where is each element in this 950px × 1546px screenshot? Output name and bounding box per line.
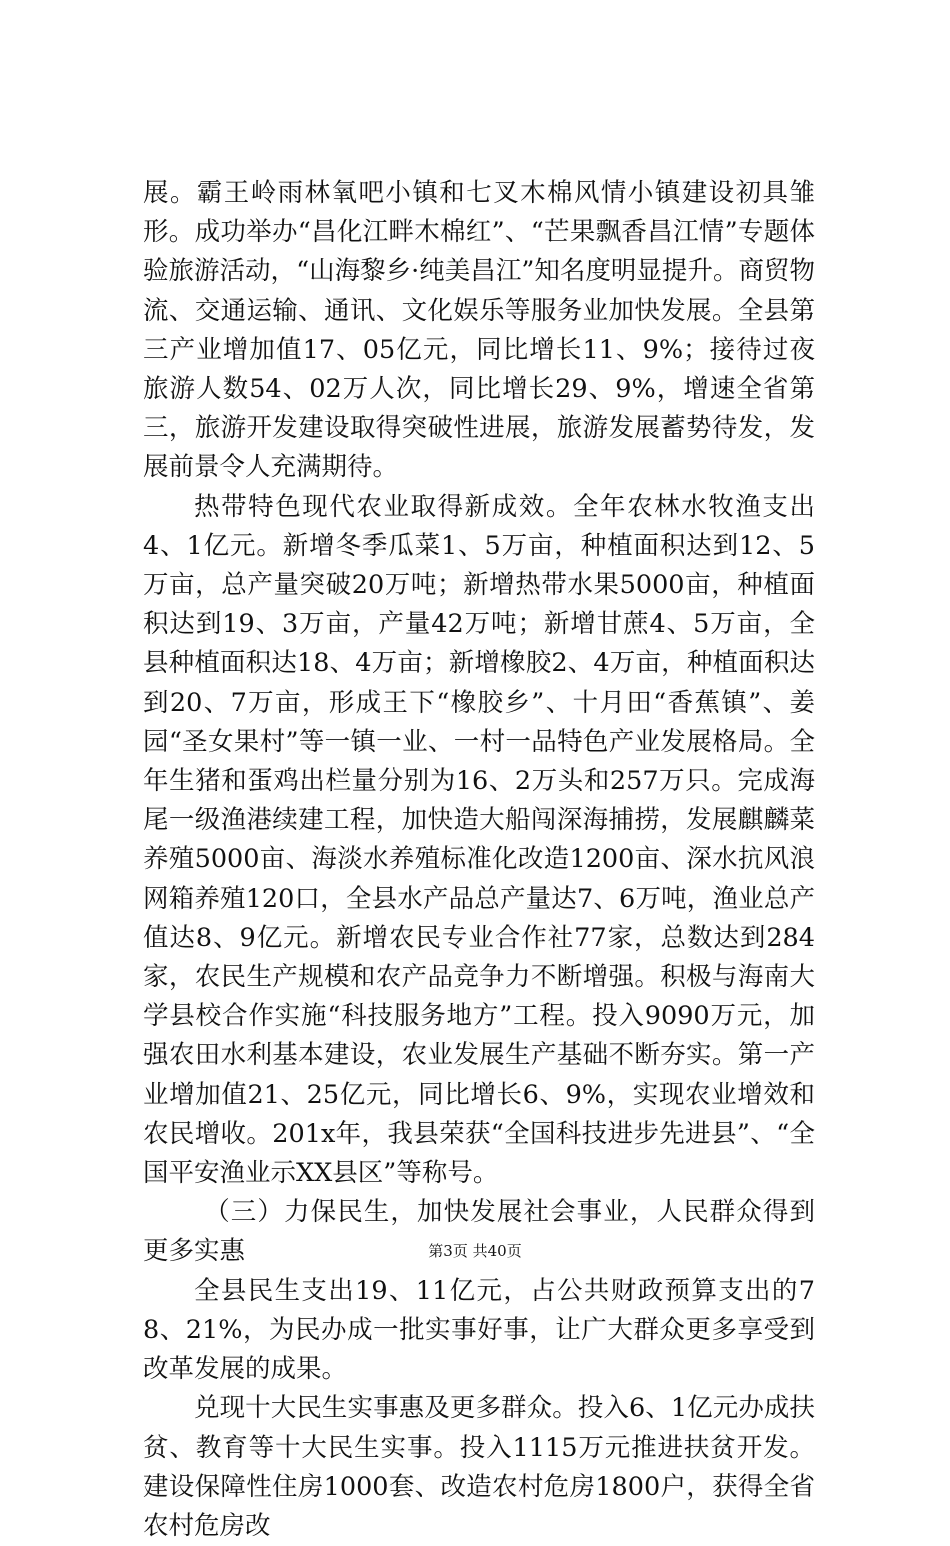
paragraph-ten-livelihood-projects: 兑现十大民生实事惠及更多群众。投入6、1亿元办成扶贫、教育等十大民生实事。投入1115万元推进扶贫开发。建设保障性住房1000套、改造农村危房1800户，获得全省农村危房改 [143, 1393, 815, 1541]
section-heading-livelihood: （三）力保民生，加快发展社会事业，人民群众得到更多实惠 [143, 1197, 815, 1267]
paragraph-tropical-agriculture: 热带特色现代农业取得新成效。全年农林水牧渔支出4、1亿元。新增冬季瓜菜1、5万亩，种植面积达到12、5万亩，总产量突破20万吨；新增热带水果5000亩，种植面积达到19、3万亩，产量42万吨；新增甘蔗4、5万亩，全县种植面积达18、4万亩；新增橡胶2、4万亩，种植面积达到20、7万亩，形成王下“橡胶乡”、十月田“香蕉镇”、姜园“圣女果村”等一镇一业、一村一品特色产业发展格局。全年生猪和蛋鸡出栏量分别为16、2万头和257万只。完成海尾一级渔港续建工程，加快造大船闯深海捕捞，发展麒麟菜养殖5000亩、海淡水养殖标准化改造1200亩、深水抗风浪网箱养殖120口，全县水产品总产量达7、6万吨，渔业总产值达8、9亿元。新增农民专业合作社77家，总数达到284家，农民生产规模和农产品竞争力不断增强。积极与海南大学县校合作实施“科技服务地方”工程。投入9090万元，加强农田水利基本建设，农业发展生产基础不断夯实。第一产业增加值21、25亿元，同比增长6、9%，实现农业增效和农民增收。201x年，我县荣获“全国科技进步先进县”、“全国平安渔业示XX县区”等称号。 [143, 491, 815, 1189]
document-body [143, 174, 815, 1546]
paragraph-tourism-continuation: 展。霸王岭雨林氧吧小镇和七叉木棉风情小镇建设初具雏形。成功举办“昌化江畔木棉红”、“芒果飘香昌江情”专题体验旅游活动，“山海黎乡·纯美昌江”知名度明显提升。商贸物流、交通运输、通讯、文化娱乐等服务业加快发展。全县第三产业增加值17、05亿元，同比增长11、9%；接待过夜旅游人数54、02万人次，同比增长29、9%，增速全省第三，旅游开发建设取得突破性进展，旅游发展蓄势待发，发展前景令人充满期待。 [143, 178, 815, 483]
paragraph-livelihood-spending: 全县民生支出19、11亿元，占公共财政预算支出的78、21%，为民办成一批实事好事，让广大群众更多享受到改革发展的成果。 [143, 1275, 815, 1385]
page-number-footer: 第3页 共40页 [428, 1242, 522, 1260]
